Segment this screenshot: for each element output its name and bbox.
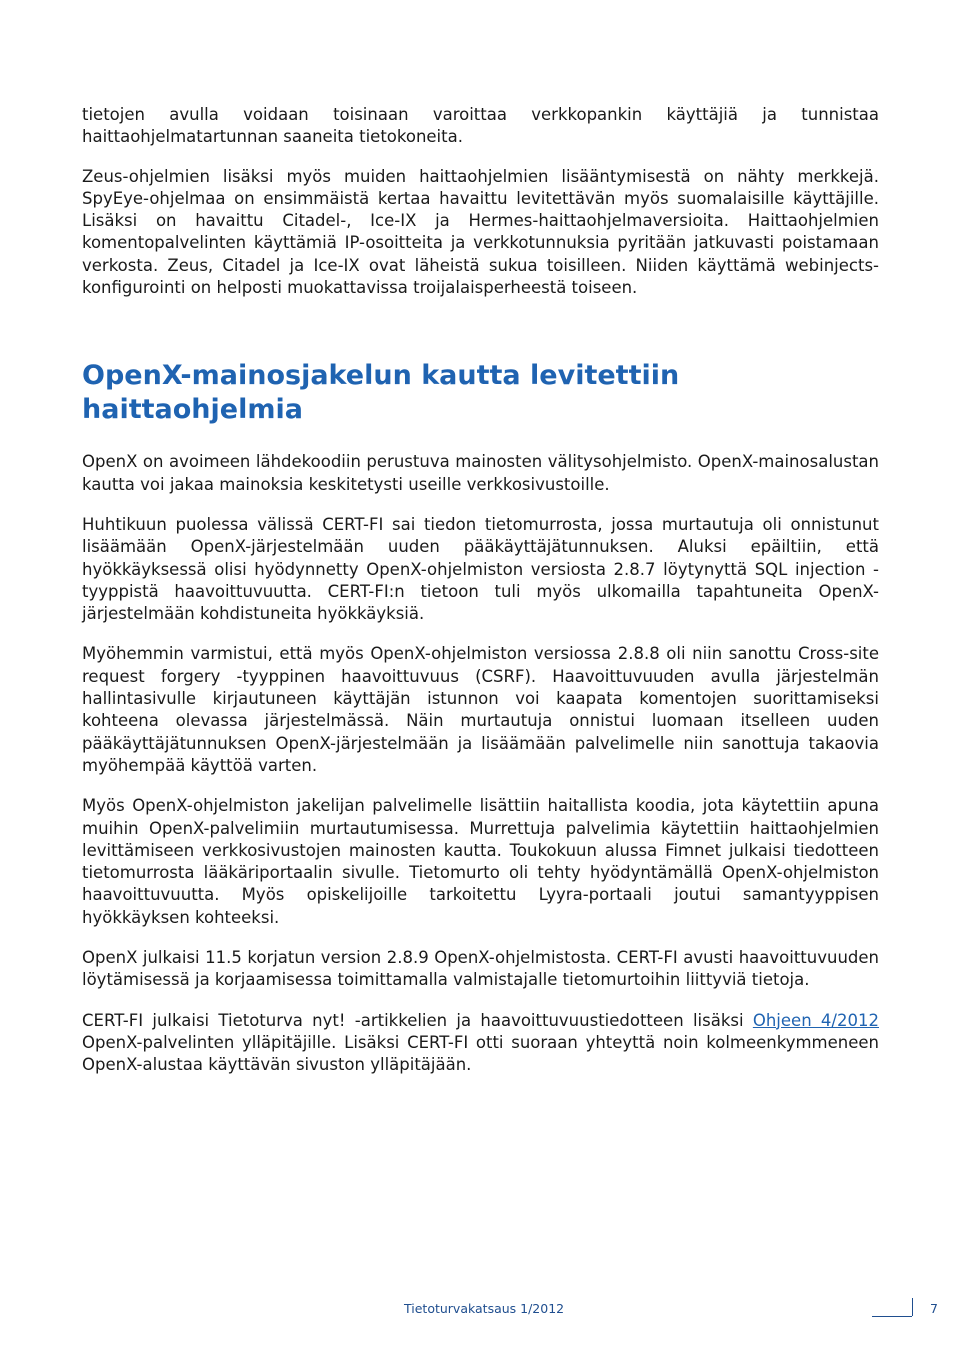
ohjeen-link[interactable]: Ohjeen 4/2012 [752,1010,879,1030]
page-footer [0,1298,960,1322]
section-body [82,451,879,1076]
intro-paragraph-1: tietojen avulla voidaan toisinaan varoittaa verkkopankin käyttäjiä ja tunnistaa haittaohjelmatartunnan saaneita tietokoneita. [82,105,879,147]
publication-title: Tietoturvakatsaus 1/2012 [404,1301,565,1316]
page-number: 7 [930,1301,938,1316]
last-paragraph-text-before: CERT-FI julkaisi Tietoturva nyt! -artikkelien ja haavoittuvuustiedotteen lisäksi [82,1010,753,1030]
section-paragraph: Myös OpenX-ohjelmiston jakelijan palvelimelle lisättiin haitallista koodia, jota käytettiin apuna muihin OpenX-palvelimiin murtautumisessa. Murrettuja palvelimia käytettiin haittaohjelmien levittämiseen verkkosivustojen mainosten kautta. Toukokuun alussa Fimnet julkaisi tiedotteen tietomurrosta lääkäriportaalin sivulle. Tietomurto oli tehty hyödyntämällä OpenX-ohjelmiston haavoittuvuutta. Myös opiskelijoille tarkoitettu Lyyra-portaali joutui samantyyppisen hyökkäyksen kohteeksi. [82,796,879,927]
section-paragraph-last [82,1010,879,1077]
section-paragraph: Myöhemmin varmistui, että myös OpenX-ohjelmiston versiossa 2.8.8 oli niin sanottu Cross-site request forgery -tyyppinen haavoittuvuus (CSRF). Haavoittuvuuden avulla järjestelmän hallintasivulle kirjautuneen käyttäjän istunnon voi kaapata komentojen suorittamiseksi kohteena olevassa järjestelmässä. Näin murtautuja onnistui luomaan itselleen uuden pääkäyttäjätunnuksen OpenX-järjestelmään ja lisäämään palvelimelle niin sanottuja takaovia myöhempää käyttöä varten. [82,644,879,775]
footer-rule [872,1316,912,1317]
section-paragraph: OpenX on avoimeen lähdekoodiin perustuva mainosten välitysohjelmisto. OpenX-mainosalustan kautta voi jakaa mainoksia keskitetysti useille verkkosivustoille. [82,452,879,494]
section-paragraph: Huhtikuun puolessa välissä CERT-FI sai tiedon tietomurrosta, jossa murtautuja oli onnistunut lisäämään OpenX-järjestelmään uuden pääkäyttäjätunnuksen. Aluksi epäiltiin, että hyökkäyksessä olisi hyödynnetty OpenX-ohjelmiston versiosta 2.8.7 löytynyttä SQL injection -tyyppistä haavoittuvuutta. CERT-FI:n tietoon tuli myös ulkomailla tapahtuneita OpenX-järjestelmään kohdistuneita hyökkäyksiä. [82,514,879,624]
document-body [82,104,879,1095]
last-paragraph-text-after: OpenX-palvelinten ylläpitäjille. Lisäksi CERT-FI otti suoraan yhteyttä noin kolmeenkymmeneen OpenX-alustaa käyttävän sivuston ylläpitäjään. [82,1032,879,1075]
footer-divider [912,1298,913,1316]
section-heading: OpenX-mainosjakelun kautta levitettiin haittaohjelmia [82,360,680,426]
intro-paragraph-2: Zeus-ohjelmien lisäksi myös muiden haittaohjelmien lisääntymisestä on nähty merkkejä. SpyEye-ohjelmaa on ensimmäistä kertaa havaittu levitettävän myös suomalaisille käyttäjille. Lisäksi on havaittu Citadel-, Ice-IX ja Hermes-haittaohjelmaversioita. Haittaohjelmien komentopalvelinten käyttämiä IP-osoitteita ja verkkotunnuksia pyritään jatkuvasti poistamaan verkosta. Zeus, Citadel ja Ice-IX ovat läheistä sukua toisilleen. Niiden käyttämä webinjects-konfigurointi on helposti muokattavissa troijalaisperheestä toiseen. [82,166,879,298]
section-paragraph: OpenX julkaisi 11.5 korjatun version 2.8.9 OpenX-ohjelmistosta. CERT-FI avusti haavoittuvuuden löytämisessä ja korjaamisessa toimittamalla valmistajalle tietomurtoihin liittyviä tietoja. [82,948,879,990]
